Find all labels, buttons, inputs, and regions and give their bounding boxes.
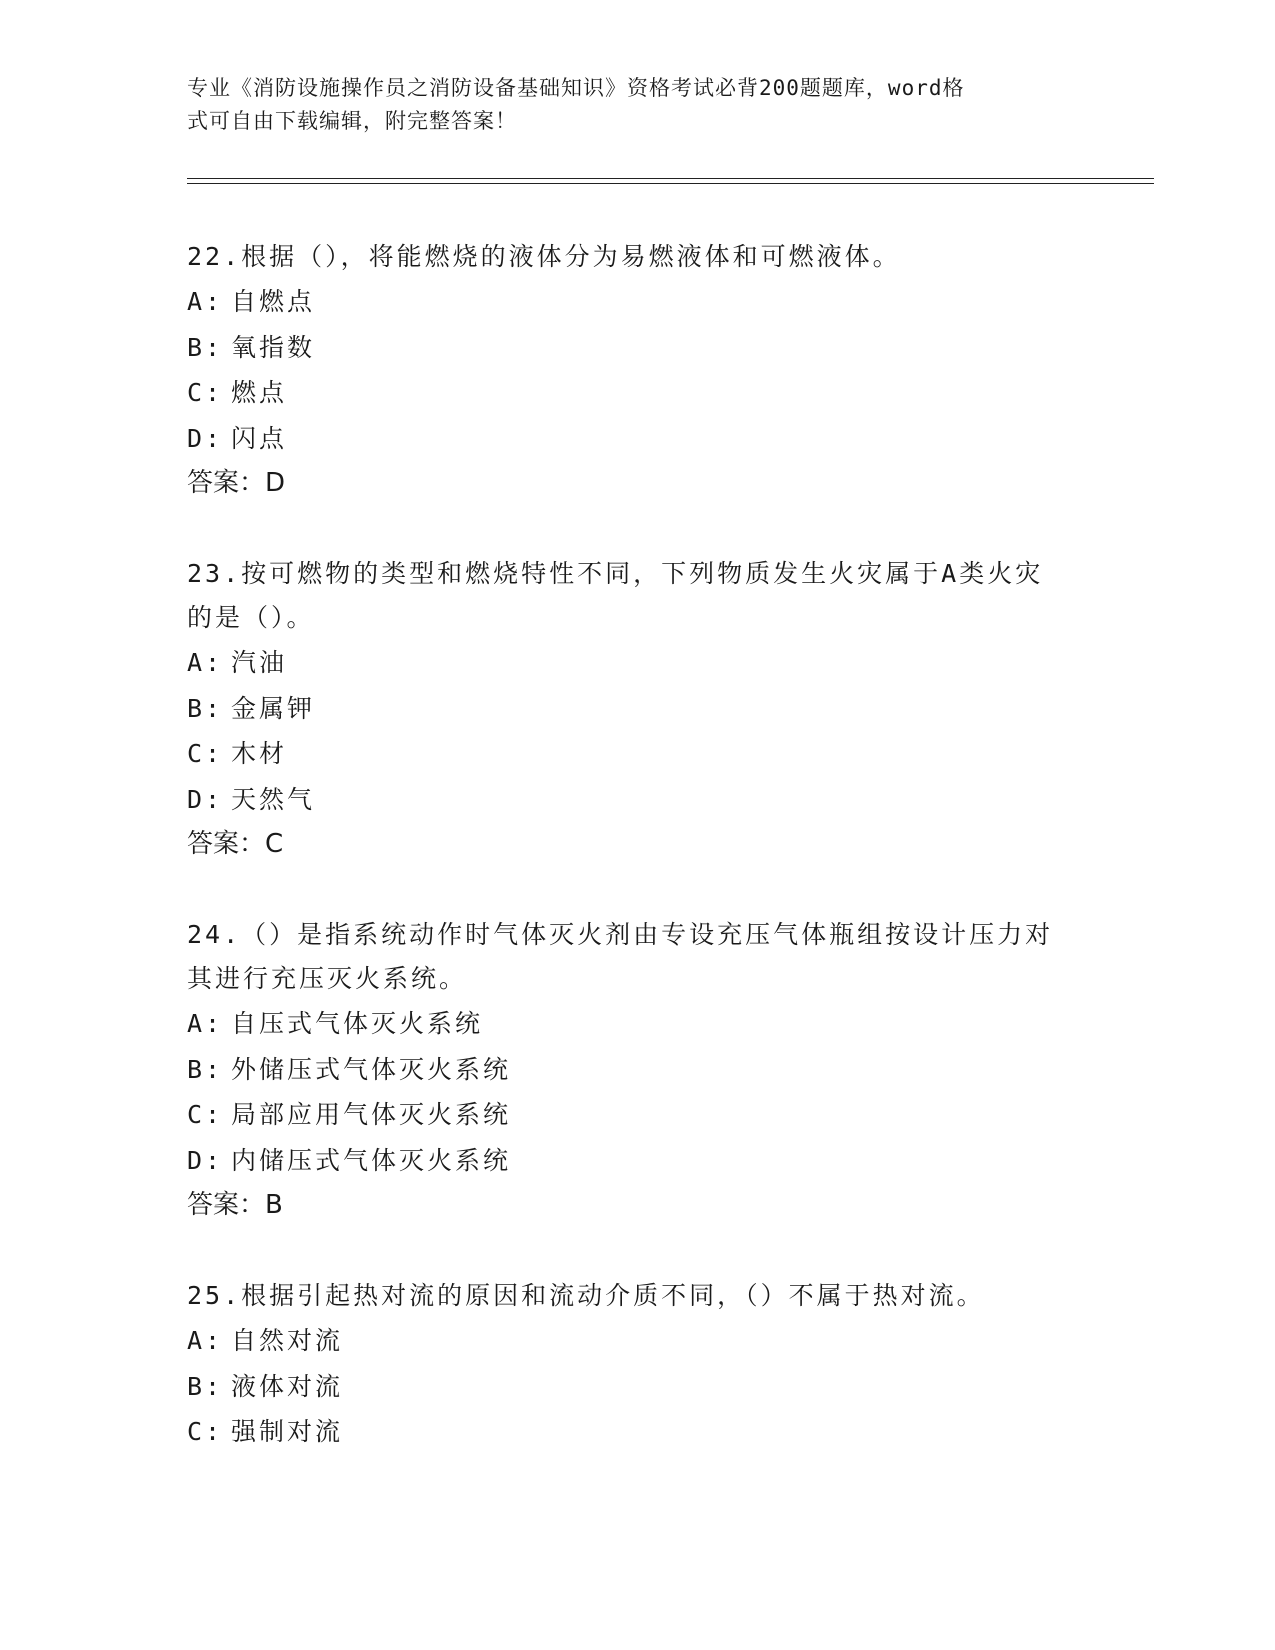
option-a xyxy=(187,1001,1087,1047)
option-text: 内储压式气体灭火系统 xyxy=(231,1145,512,1175)
option-text: 金属钾 xyxy=(231,693,316,723)
option-letter: D: xyxy=(187,1145,224,1175)
option-letter: B: xyxy=(187,1054,224,1084)
option-d xyxy=(187,1138,1087,1184)
option-c xyxy=(187,370,1087,416)
option-d xyxy=(187,777,1087,823)
option-letter: A: xyxy=(187,1326,224,1355)
option-d xyxy=(187,416,1087,462)
answer-line: 答案：D xyxy=(187,468,286,498)
question-text-line-2: 的是（）。 xyxy=(187,603,315,632)
option-text: 局部应用气体灭火系统 xyxy=(231,1100,512,1129)
question-24 xyxy=(187,913,1087,1228)
option-a xyxy=(187,279,1087,325)
header-line-2: 式可自由下载编辑，附完整答案！ xyxy=(187,109,517,133)
option-text: 外储压式气体灭火系统 xyxy=(231,1054,512,1084)
header-line-1: 专业《消防设施操作员之消防设备基础知识》资格考试必背200题题库，word格 xyxy=(187,76,965,100)
document-header xyxy=(187,72,1067,138)
option-text: 强制对流 xyxy=(231,1417,344,1446)
option-b xyxy=(187,686,1087,732)
option-letter: B: xyxy=(187,693,224,723)
option-letter: C: xyxy=(187,1100,224,1129)
header-divider-bottom xyxy=(187,183,1154,184)
header-divider-top xyxy=(187,178,1154,179)
option-letter: A: xyxy=(187,1009,224,1038)
option-text: 汽油 xyxy=(231,648,288,677)
option-text: 液体对流 xyxy=(231,1371,344,1401)
option-text: 自压式气体灭火系统 xyxy=(231,1009,484,1038)
option-text: 氧指数 xyxy=(231,332,316,362)
option-b xyxy=(187,1364,1087,1410)
question-25 xyxy=(187,1274,1087,1455)
option-c xyxy=(187,731,1087,777)
option-letter: A: xyxy=(187,287,224,316)
option-letter: D: xyxy=(187,423,224,453)
question-text: 25.根据引起热对流的原因和流动介质不同，（）不属于热对流。 xyxy=(187,1281,985,1310)
question-list xyxy=(187,235,1087,1501)
option-c xyxy=(187,1409,1087,1455)
option-a xyxy=(187,1318,1087,1364)
option-letter: C: xyxy=(187,378,224,407)
option-text: 燃点 xyxy=(231,378,288,407)
option-text: 闪点 xyxy=(231,423,288,453)
option-letter: B: xyxy=(187,332,224,362)
option-letter: A: xyxy=(187,648,224,677)
option-text: 木材 xyxy=(231,739,288,768)
question-22 xyxy=(187,235,1087,506)
option-text: 天然气 xyxy=(231,784,316,814)
option-letter: D: xyxy=(187,784,224,814)
option-letter: B: xyxy=(187,1371,224,1401)
option-letter: C: xyxy=(187,739,224,768)
question-text-line-1: 24.（）是指系统动作时气体灭火剂由专设充压气体瓶组按设计压力对 xyxy=(187,920,1054,949)
question-23 xyxy=(187,552,1087,867)
option-text: 自燃点 xyxy=(231,287,316,316)
question-text: 22.根据（），将能燃烧的液体分为易燃液体和可燃液体。 xyxy=(187,242,901,271)
option-c xyxy=(187,1092,1087,1138)
option-letter: C: xyxy=(187,1417,224,1446)
option-text: 自然对流 xyxy=(231,1326,344,1355)
answer-line: 答案：C xyxy=(187,829,284,859)
answer-line: 答案：B xyxy=(187,1190,283,1220)
question-text-line-1: 23.按可燃物的类型和燃烧特性不同，下列物质发生火灾属于A类火灾 xyxy=(187,559,1044,588)
option-b xyxy=(187,1047,1087,1093)
option-b xyxy=(187,325,1087,371)
option-a xyxy=(187,640,1087,686)
question-text-line-2: 其进行充压灭火系统。 xyxy=(187,964,468,993)
